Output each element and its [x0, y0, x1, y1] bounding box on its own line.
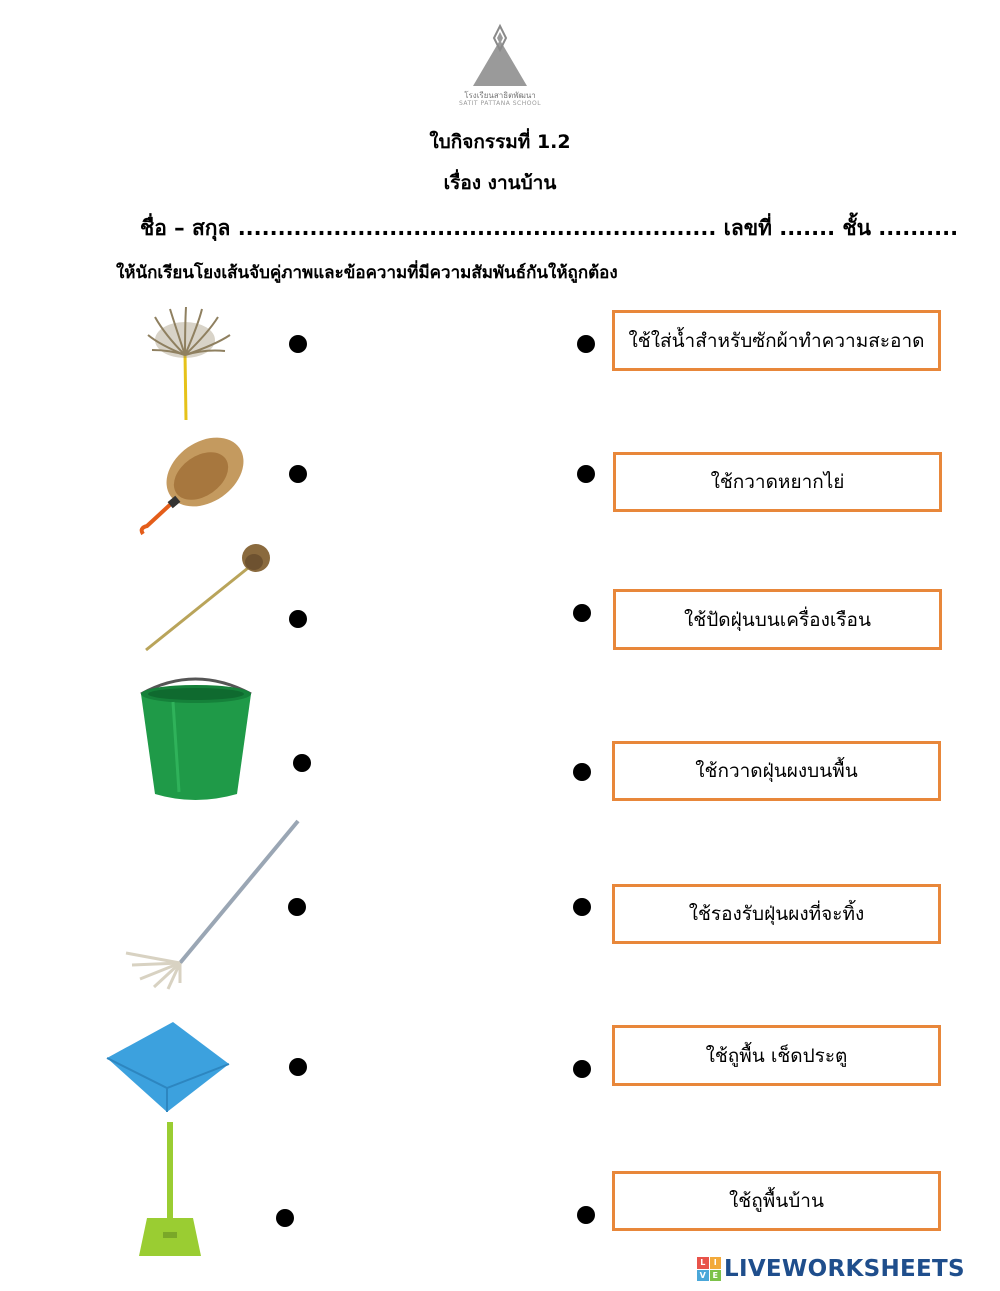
right-match-dot[interactable] — [577, 335, 595, 353]
liveworksheets-logo-icon: L I V E — [697, 1257, 721, 1281]
answer-box: ใช้ใส่น้ำสำหรับซักผ้าทำความสะอาด — [612, 310, 941, 371]
left-match-dot[interactable] — [288, 898, 306, 916]
answer-box: ใช้ปัดฝุ่นบนเครื่องเรือน — [613, 589, 942, 650]
answer-box: ใช้ถูพื้น เช็ดประตู — [612, 1025, 941, 1086]
right-match-dot[interactable] — [573, 604, 591, 622]
left-match-dot[interactable] — [289, 335, 307, 353]
right-match-dot[interactable] — [577, 1206, 595, 1224]
left-match-dot[interactable] — [289, 1058, 307, 1076]
left-match-dot[interactable] — [276, 1209, 294, 1227]
green-bucket-icon — [133, 672, 258, 804]
worksheet-subtitle: เรื่อง งานบ้าน — [443, 172, 557, 194]
left-match-dot[interactable] — [293, 754, 311, 772]
blue-cloth-icon — [103, 1018, 233, 1116]
liveworksheets-brand[interactable] — [697, 1254, 965, 1284]
school-name-th: โรงเรียนสาธิตพัฒนา — [464, 91, 536, 100]
long-handle-duster-icon — [138, 540, 270, 654]
right-match-dot[interactable] — [573, 898, 591, 916]
answer-box: ใช้กวาดฝุ่นผงบนพื้น — [612, 741, 941, 801]
mop-icon — [120, 815, 305, 995]
answer-box: ใช้รองรับฝุ่นผงที่จะทิ้ง — [612, 884, 941, 944]
answer-box: ใช้ถูพื้นบ้าน — [612, 1171, 941, 1231]
worksheet-title: ใบกิจกรรมที่ 1.2 — [429, 131, 571, 153]
right-match-dot[interactable] — [573, 1060, 591, 1078]
instruction-text: ให้นักเรียนโยงเส้นจับคู่ภาพและข้อความที่มีความสัมพันธ์กันให้ถูกต้อง — [116, 263, 618, 283]
left-match-dot[interactable] — [289, 465, 307, 483]
answer-box: ใช้กวาดหยากไย่ — [613, 452, 942, 512]
right-match-dot[interactable] — [573, 763, 591, 781]
right-match-dot[interactable] — [577, 465, 595, 483]
left-match-dot[interactable] — [289, 610, 307, 628]
name-number-class-line: ชื่อ – สกุล ............................................................ เลขที่ ....... ชั้น .......... — [140, 216, 959, 240]
grass-broom-icon — [140, 305, 240, 423]
school-name-en: SATIT PATTANA SCHOOL — [458, 100, 542, 107]
liveworksheets-text: LIVEWORKSHEETS — [724, 1256, 965, 1282]
feather-duster-icon — [133, 422, 253, 540]
dustpan-icon — [135, 1120, 205, 1260]
